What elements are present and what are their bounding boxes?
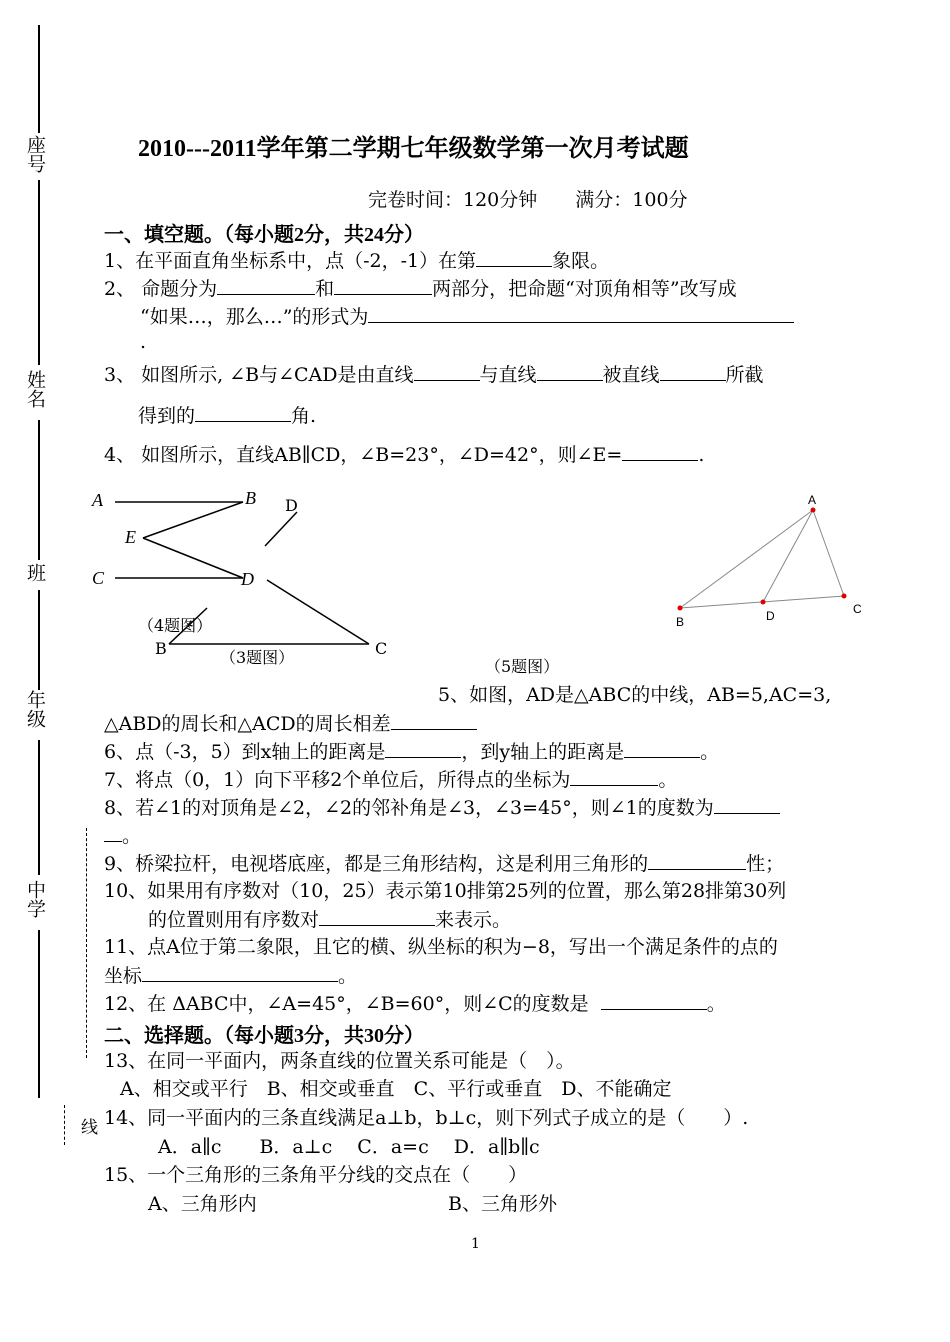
binding-line-top xyxy=(38,25,40,133)
fig5-point-b xyxy=(678,606,683,611)
fig5-caption: （5题图） xyxy=(485,657,560,676)
fig3-label-c: C xyxy=(375,639,388,658)
question-13-options: A、相交或平行 B、相交或垂直 C、平行或垂直 D、不能确定 xyxy=(120,1078,672,1100)
fig5-side-ac xyxy=(813,510,844,596)
class-label: 班 xyxy=(24,563,46,582)
q10-text-c: 来表示。 xyxy=(435,909,512,931)
binding-line-5 xyxy=(38,740,40,875)
q3-text-d: 所截 xyxy=(725,364,764,386)
q2-blank-1 xyxy=(217,276,315,295)
school-label: 中学 xyxy=(24,880,46,918)
q5-text-b: △ABD的周长和△ACD的周长相差 xyxy=(104,713,391,735)
grade-label: 年级 xyxy=(24,690,46,728)
fig5-label-a: A xyxy=(808,493,817,507)
question-8 xyxy=(104,795,780,820)
fig5-label-d: D xyxy=(766,609,775,623)
q9-text: 9、桥梁拉杆，电视塔底座，都是三角形结构，这是利用三角形的 xyxy=(104,853,649,875)
fig5-point-c xyxy=(842,594,847,599)
q2-text-a: 2、 命题分为 xyxy=(104,278,218,300)
q3-blank-4 xyxy=(195,403,291,422)
question-10: 10、如果用有序数对（10，25）表示第10排第25列的位置，那么第28排第30列 xyxy=(104,880,787,902)
fig3-caption: （3题图） xyxy=(220,648,295,667)
q3-text-e: 得到的 xyxy=(138,405,196,427)
question-11: 11、点A位于第二象限，且它的横、纵坐标的积为−8，写出一个满足条件的点的 xyxy=(104,936,778,958)
fig5-point-a xyxy=(811,508,816,513)
question-6 xyxy=(104,739,719,764)
fig5-label-c: C xyxy=(853,602,862,616)
page-number: 1 xyxy=(471,1236,480,1252)
q9-end: 性； xyxy=(746,853,785,875)
question-11-line2 xyxy=(104,963,357,988)
fig4-label-b: B xyxy=(245,488,256,508)
q2-text-b: 和 xyxy=(315,278,335,300)
fig3-label-d: D xyxy=(285,496,298,515)
fig4-label-c: C xyxy=(92,568,105,588)
q6-text-b: ，到y轴上的距离是 xyxy=(461,741,625,763)
question-5-line2 xyxy=(104,711,477,736)
binding-line-3 xyxy=(38,420,40,560)
q12-text: 12、在 ΔABC中，∠A=45°，∠B=60°，则∠C的度数是 xyxy=(104,993,589,1015)
section1-heading: 一、填空题。（每小题2分，共24分） xyxy=(104,224,424,246)
question-4 xyxy=(104,442,704,467)
line-ed xyxy=(143,538,243,578)
q8-blank-2 xyxy=(104,823,122,842)
q3-text-f: 角. xyxy=(291,405,317,427)
q6-blank-1 xyxy=(385,739,461,758)
binding-line-4 xyxy=(38,590,40,690)
q3-blank-3 xyxy=(660,362,726,381)
q6-text-c: 。 xyxy=(700,741,720,763)
page-title: 2010---2011学年第二学期七年级数学第一次月考试题 xyxy=(138,136,689,162)
exam-info: 完卷时间：120分钟 满分：100分 xyxy=(368,189,688,211)
q5-blank xyxy=(391,711,477,730)
q4-end: . xyxy=(698,444,705,466)
fig4-caption: （4题图） xyxy=(138,616,213,635)
q2-period: . xyxy=(140,331,147,353)
q4-blank xyxy=(622,442,698,461)
question-15-option-a: A、三角形内 xyxy=(148,1193,257,1215)
question-13: 13、在同一平面内，两条直线的位置关系可能是（ ）。 xyxy=(104,1050,575,1072)
dashed-binding-upper xyxy=(86,828,87,1058)
line-dc-fig3 xyxy=(267,580,369,644)
fig3-label-b: B xyxy=(155,639,167,658)
line-ad-fig3 xyxy=(265,512,297,546)
question-8-line2 xyxy=(104,823,141,848)
q10-text-b: 的位置则用有序数对 xyxy=(148,909,320,931)
q3-text-c: 被直线 xyxy=(602,364,660,386)
q9-blank xyxy=(648,851,746,870)
q6-text-a: 6、点（-3，5）到x轴上的距离是 xyxy=(104,741,386,763)
section2-heading: 二、选择题。（每小题3分，共30分） xyxy=(104,1025,424,1047)
q3-blank-2 xyxy=(537,362,603,381)
fig4-label-a: A xyxy=(92,490,103,510)
line-eb xyxy=(143,502,243,538)
question-5: 5、如图，AD是△ABC的中线，AB=5,AC=3, xyxy=(438,684,832,706)
question-15: 15、一个三角形的三条角平分线的交点在（ ） xyxy=(104,1164,528,1186)
fig4-label-d: D xyxy=(241,569,254,589)
q8-blank-1 xyxy=(714,795,780,814)
q12-blank xyxy=(601,991,707,1010)
q1-blank xyxy=(476,248,552,267)
q3-text-b: 与直线 xyxy=(479,364,537,386)
q11-text-c: 。 xyxy=(338,965,358,987)
question-14: 14、同一平面内的三条直线满足a⊥b，b⊥c，则下列式子成立的是（ ）. xyxy=(104,1107,749,1129)
question-2 xyxy=(104,276,737,301)
fig5-point-d xyxy=(761,600,766,605)
binding-line-2 xyxy=(38,180,40,365)
q1-text: 1、在平面直角坐标系中，点（-2，-1）在第 xyxy=(104,250,477,272)
question-3-line2 xyxy=(138,403,316,428)
q7-blank xyxy=(570,767,658,786)
question-9 xyxy=(104,851,784,876)
name-label: 姓名 xyxy=(24,370,46,408)
question-3 xyxy=(104,362,764,387)
seat-label: 座号 xyxy=(24,135,46,173)
q6-blank-2 xyxy=(624,739,700,758)
dashed-binding-lower xyxy=(64,1105,65,1145)
question-14-options: A．a∥c B．a⊥c C．a=c D．a∥b∥c xyxy=(158,1136,540,1158)
q12-end: 。 xyxy=(706,993,726,1015)
q2-text-d: “如果…，那么…”的形式为 xyxy=(140,306,369,328)
question-1 xyxy=(104,248,609,273)
q8-end: 。 xyxy=(122,825,142,847)
q11-text-b: 坐标 xyxy=(104,965,143,987)
q10-blank xyxy=(319,907,435,926)
q3-text-a: 3、 如图所示, ∠B与∠CAD是由直线 xyxy=(104,364,414,386)
q7-end: 。 xyxy=(658,769,678,791)
question-10-line2 xyxy=(148,907,511,932)
fig5-label-b: B xyxy=(676,615,685,629)
q2-blank-3 xyxy=(368,304,794,323)
question-12 xyxy=(104,991,726,1016)
q2-text-c: 两部分，把命题“对顶角相等”改写成 xyxy=(432,278,737,300)
q7-text: 7、将点（0，1）向下平移2个单位后，所得点的坐标为 xyxy=(104,769,571,791)
fig5-median-ad xyxy=(763,510,813,602)
q1-end: 象限。 xyxy=(552,250,610,272)
question-2-line2 xyxy=(140,304,794,329)
binding-line-6 xyxy=(38,930,40,1098)
line-label: 线 xyxy=(77,1118,97,1135)
q11-blank xyxy=(142,963,338,982)
q3-blank-1 xyxy=(414,362,480,381)
q8-text: 8、若∠1的对顶角是∠2，∠2的邻补角是∠3，∠3=45°，则∠1的度数为 xyxy=(104,797,714,819)
fig4-label-e: E xyxy=(125,527,136,547)
question-15-option-b: B、三角形外 xyxy=(448,1193,557,1215)
q2-blank-2 xyxy=(334,276,432,295)
fig5-side-ab xyxy=(680,510,813,608)
q4-text: 4、 如图所示，直线AB∥CD，∠B=23°，∠D=42°，则∠E= xyxy=(104,444,623,466)
question-7 xyxy=(104,767,677,792)
